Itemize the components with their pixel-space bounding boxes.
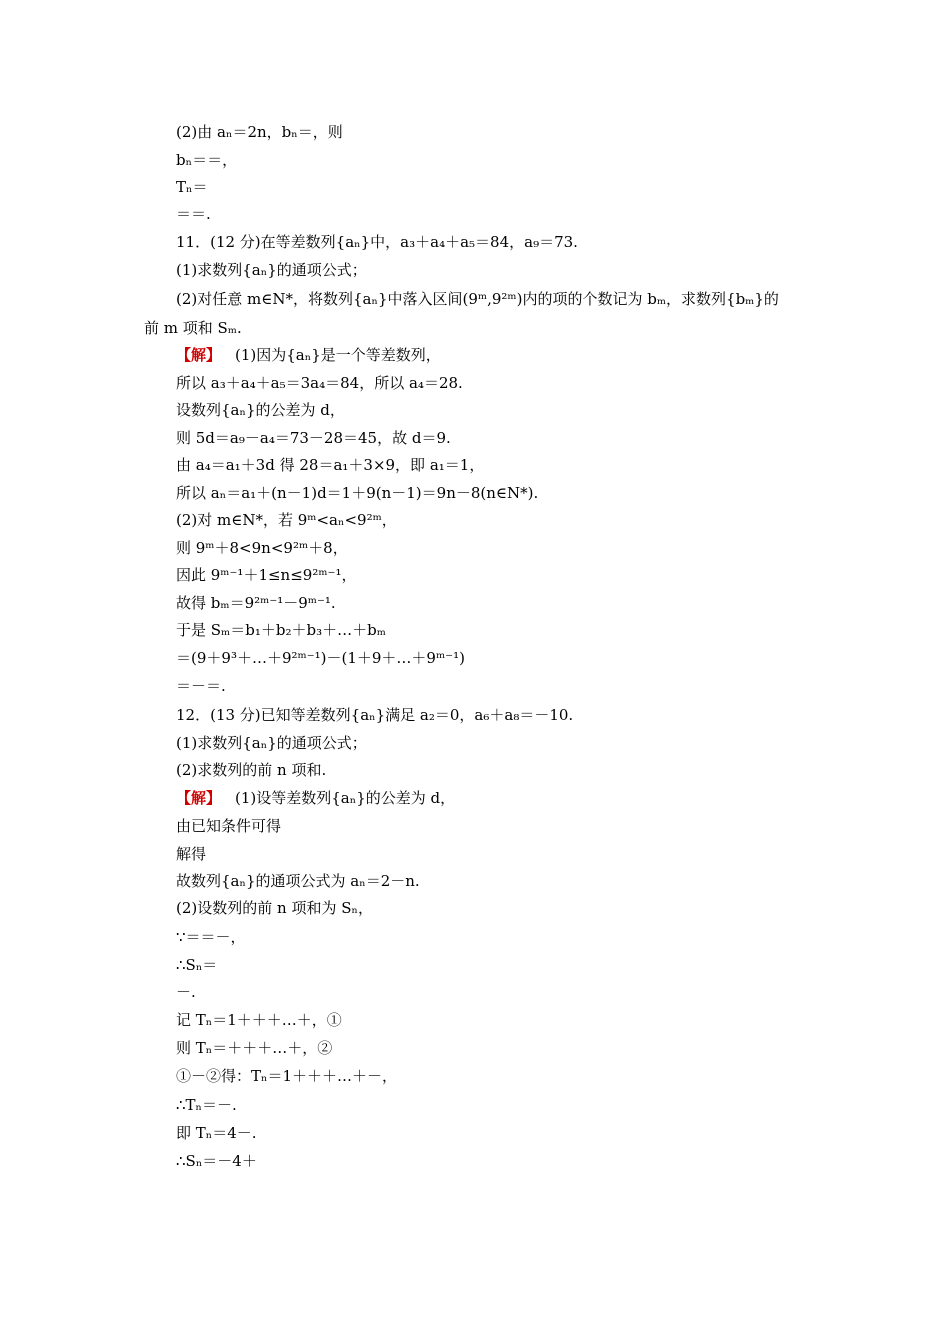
- line-text: ∴Tₙ＝－.: [176, 1096, 237, 1114]
- line-text: ∵＝＝－，: [176, 928, 246, 946]
- text-line: [176, 428, 451, 448]
- line-text: ＝－＝.: [176, 677, 226, 695]
- line-text: (1)因为{aₙ}是一个等差数列，: [235, 346, 441, 364]
- text-line: [176, 204, 211, 224]
- line-text: (2)对任意 m∈N*，将数列{aₙ}中落入区间(9ᵐ,9²ᵐ)内的项的个数记为 bₘ，求数列{bₘ}的: [176, 290, 779, 308]
- line-text: 即 Tₙ＝4－.: [176, 1124, 257, 1142]
- line-text: (1)求数列{aₙ}的通项公式；: [176, 261, 367, 279]
- line-text: (1)求数列{aₙ}的通项公式；: [176, 734, 367, 752]
- problem-12-title: [176, 705, 573, 725]
- text-line: [176, 177, 208, 197]
- solution-line: [176, 345, 441, 365]
- text-line: [176, 150, 237, 170]
- text-line: [176, 927, 246, 947]
- problem-11-title: [176, 232, 578, 252]
- line-text: ＝＝.: [176, 205, 211, 223]
- text-line: [176, 1038, 332, 1058]
- text-line: [176, 510, 397, 530]
- line-text: ∴Sₙ＝: [176, 956, 218, 974]
- text-line: [176, 760, 326, 780]
- line-text: －.: [176, 983, 196, 1001]
- line-text: 12．(13 分)已知等差数列{aₙ}满足 a₂＝0，a₆＋a₈＝－10.: [176, 706, 574, 724]
- text-line: [176, 733, 367, 753]
- line-text: (2)由 aₙ＝2n，bₙ＝，则: [176, 123, 343, 141]
- text-line: [176, 871, 420, 891]
- line-text: 所以 a₃＋a₄＋a₅＝3a₄＝84，所以 a₄＝28.: [176, 374, 463, 392]
- line-text: 记 Tₙ＝1＋＋＋…＋，①: [176, 1011, 342, 1029]
- text-line: [176, 844, 206, 864]
- text-line: [176, 593, 336, 613]
- text-line: [144, 318, 242, 338]
- text-line: [176, 455, 484, 475]
- line-text: (2)求数列的前 n 项和.: [176, 761, 327, 779]
- text-line: [176, 565, 356, 585]
- text-line: [176, 400, 345, 420]
- text-line: [176, 260, 367, 280]
- text-line: [176, 1151, 257, 1171]
- text-line: [176, 1095, 237, 1115]
- text-line: [176, 648, 465, 668]
- text-line: [176, 373, 463, 393]
- line-text: 则 Tₙ＝＋＋＋…＋，②: [176, 1039, 333, 1057]
- text-line: [176, 483, 538, 503]
- line-text: 解得: [176, 845, 207, 863]
- solution-tag: 【解】: [176, 346, 222, 364]
- line-text: 则 5d＝a₉－a₄＝73－28＝45，故 d＝9.: [176, 429, 451, 447]
- line-text: 因此 9ᵐ⁻¹＋1≤n≤9²ᵐ⁻¹，: [176, 566, 357, 584]
- line-text: (2)设数列的前 n 项和为 Sₙ，: [176, 899, 373, 917]
- line-text: Tₙ＝: [176, 178, 208, 196]
- text-line: [176, 982, 196, 1002]
- text-line: [176, 1123, 257, 1143]
- line-text: ①－②得：Tₙ＝1＋＋＋…＋－，: [176, 1067, 398, 1085]
- solution-line: [176, 788, 455, 808]
- text-line: [176, 816, 281, 836]
- line-text: 由 a₄＝a₁＋3d 得 28＝a₁＋3×9，即 a₁＝1，: [176, 456, 485, 474]
- line-text: 由已知条件可得: [176, 817, 282, 835]
- solution-tag: 【解】: [176, 789, 222, 807]
- text-line: [176, 538, 348, 558]
- line-text: 故数列{aₙ}的通项公式为 aₙ＝2－n.: [176, 872, 420, 890]
- line-text: 11．(12 分)在等差数列{aₙ}中，a₃＋a₄＋a₅＝84，a₉＝73.: [176, 233, 578, 251]
- text-line: [176, 620, 386, 640]
- line-text: ＝(9＋9³＋…＋9²ᵐ⁻¹)－(1＋9＋…＋9ᵐ⁻¹): [176, 649, 465, 667]
- line-text: 则 9ᵐ＋8<9n<9²ᵐ＋8，: [176, 539, 348, 557]
- line-text: (2)对 m∈N*，若 9ᵐ<aₙ<9²ᵐ，: [176, 511, 397, 529]
- line-text: 前 m 项和 Sₘ.: [144, 319, 242, 337]
- line-text: ∴Sₙ＝－4＋: [176, 1152, 257, 1170]
- text-line: [176, 898, 373, 918]
- line-text: 故得 bₘ＝9²ᵐ⁻¹－9ᵐ⁻¹.: [176, 594, 336, 612]
- text-line: [176, 122, 343, 142]
- text-line: [176, 1010, 342, 1030]
- line-text: 设数列{aₙ}的公差为 d，: [176, 401, 345, 419]
- text-line: [176, 955, 217, 975]
- line-text: 于是 Sₘ＝b₁＋b₂＋b₃＋…＋bₘ: [176, 621, 386, 639]
- text-line: [176, 1066, 397, 1086]
- line-text: (1)设等差数列{aₙ}的公差为 d，: [235, 789, 456, 807]
- line-text: 所以 aₙ＝a₁＋(n－1)d＝1＋9(n－1)＝9n－8(n∈N*).: [176, 484, 539, 502]
- line-text: bₙ＝＝，: [176, 151, 238, 169]
- text-line: [176, 289, 779, 309]
- text-line: [176, 676, 226, 696]
